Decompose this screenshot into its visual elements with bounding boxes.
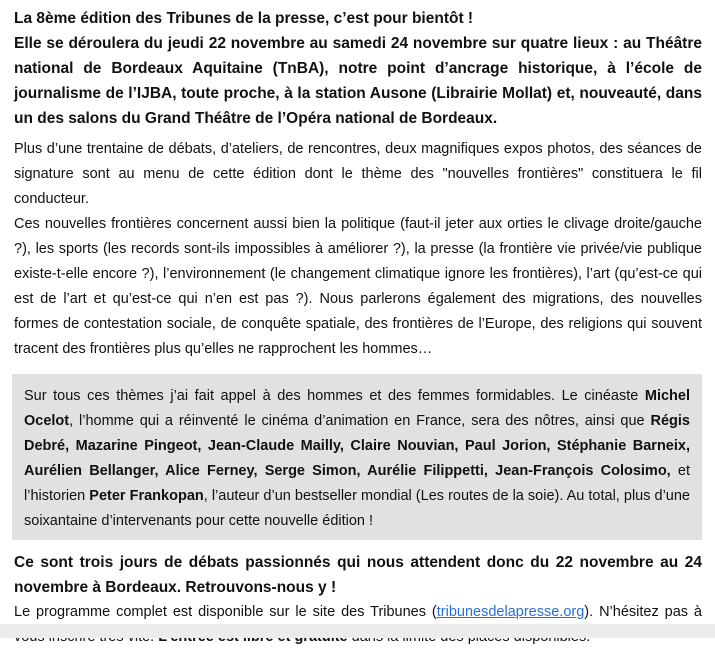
site-link[interactable]: tribunesdelapresse.org — [436, 604, 585, 620]
quote-text-4: , l’auteur d’un bestseller mondial (Les routes de la soie). Au total, plus d’une soixantaine d’intervenants pour cette nouvelle édition ! — [24, 488, 690, 529]
paragraph-1: Plus d’une trentaine de débats, d’ateliers, de rencontres, deux magnifiques expos photos, des séances de signature sont au menu de cette édition dont le thème des "nouvelles frontières" constituera le fil conducteur. — [14, 141, 702, 207]
paragraph-2: Ces nouvelles frontières concernent aussi bien la politique (faut-il jeter aux orties le clivage droite/gauche ?), les sports (les records sont-ils impossibles à améliorer ?), la presse (la frontière vie privée/vie publique existe-t-elle encore ?), l’environnement (le changement climatique ignore les frontières), l’art (qu’est-ce qui est de l’art et qu’est-ce qui n’en est pas ?). Nous parlerons également des migrations, des nouvelles formes de contestation sociale, de conquête spatiale, des frontières de l’Europe, des religions qui souvent tracent des frontières plus qu’elles ne rapprochent les hommes… — [14, 216, 702, 357]
intro: Elle se déroulera du jeudi 22 novembre au samedi 24 novembre sur quatre lieux : au Théâtre national de Bordeaux Aquitaine (TnBA), notre point d’ancrage historique, à l’école de journalisme de l’IJBA, toute proche, à la station Ausone (Librairie Mollat) et, nouveauté, dans un des salons du Grand Théâtre de l’Opéra national de Bordeaux. — [14, 35, 702, 127]
closing-text-2: ). N’hésitez pas à — [584, 604, 702, 620]
quote-box — [12, 374, 702, 540]
closing-text-1: Le programme complet est disponible sur le site des Tribunes ( — [14, 604, 437, 620]
quote-text-1: Sur tous ces thèmes j’ai fait appel à des hommes et des femmes formidables. Le cinéaste — [24, 388, 645, 404]
quote-name-1: Michel Ocelot — [24, 388, 690, 429]
closing-bold: Ce sont trois jours de débats passionnés qui nous attendent donc du 22 novembre au 24 novembre à Bordeaux. Retrouvons-nous y ! — [14, 554, 702, 596]
quote-names-2: Régis Debré, Mazarine Pingeot, Jean-Claude Mailly, Claire Nouvian, Paul Jorion, Stéphanie Barneix, Aurélien Bellanger, Alice Ferney, Serge Simon, Aurélie Filippetti, Jean-François Colosimo, — [24, 413, 690, 479]
bottom-bar — [0, 624, 715, 638]
article — [14, 6, 702, 650]
headline: La 8ème édition des Tribunes de la presse, c’est pour bientôt ! — [14, 10, 474, 27]
quote-text-2: , l’homme qui a réinventé le cinéma d’animation en France, sera des nôtres, ainsi que — [69, 413, 651, 429]
quote-name-3: Peter Frankopan — [89, 488, 204, 504]
quote-text-3: et l’historien — [24, 463, 690, 504]
